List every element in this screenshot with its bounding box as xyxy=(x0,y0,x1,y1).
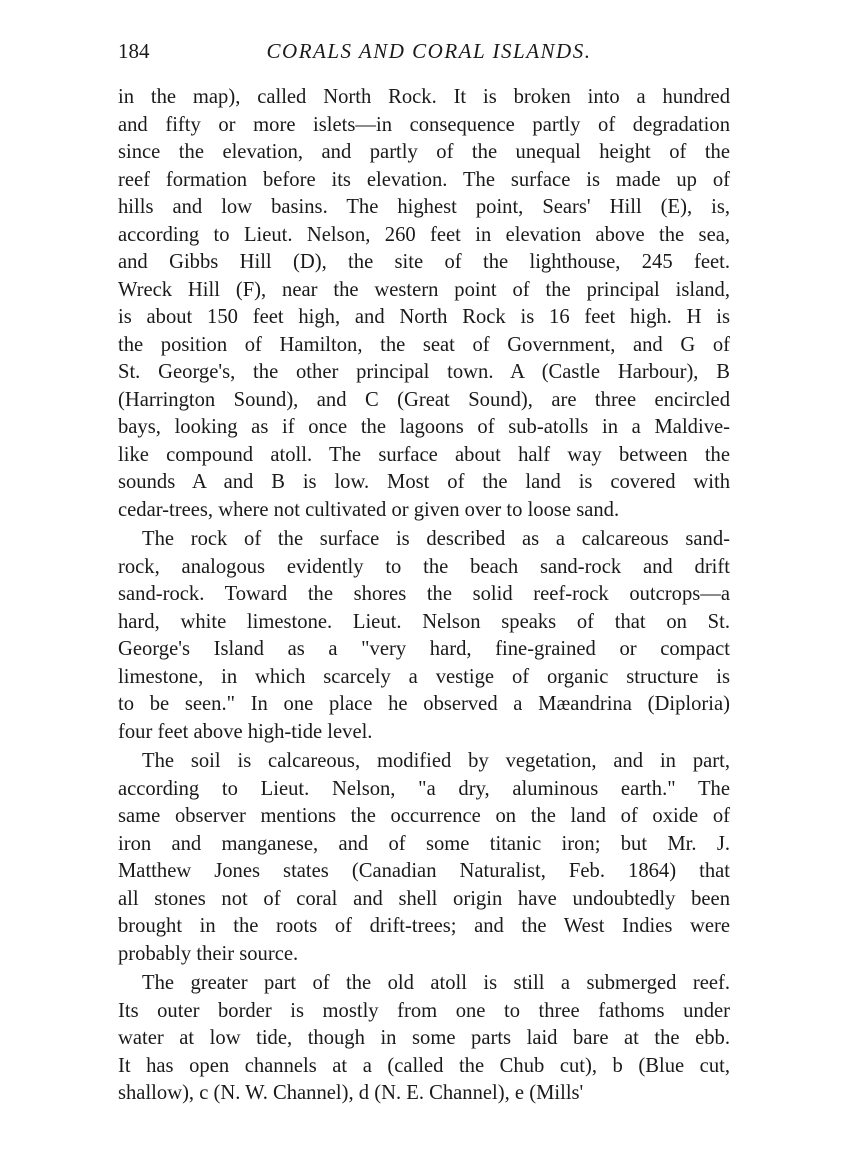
text-line: to be seen." In one place he observed a Mæandrina (Diploria) xyxy=(118,693,730,715)
text-line: is about 150 feet high, and North Rock is 16 feet high. H is xyxy=(118,306,730,328)
text-line: according to Lieut. Nelson, "a dry, aluminous earth." The xyxy=(118,777,730,800)
text-line: in the map), called North Rock. It is broken into a hundred xyxy=(118,86,730,108)
text-line: like compound atoll. The surface about half way between the xyxy=(118,443,730,466)
running-head xyxy=(118,34,730,68)
text-line: Wreck Hill (F), near the western point of the principal island, xyxy=(118,278,730,301)
text-line: It has open channels at a (called the Chub cut), b (Blue cut, xyxy=(118,1054,730,1077)
text-line: since the elevation, and partly of the unequal height of the xyxy=(118,141,730,163)
paragraph xyxy=(118,526,730,746)
text-line: according to Lieut. Nelson, 260 feet in elevation above the sea, xyxy=(118,223,730,246)
paragraph xyxy=(118,970,730,1108)
text-line: cedar-trees, where not cultivated or given over to loose sand. xyxy=(118,498,620,521)
text-line: hills and low basins. The highest point, Sears' Hill (E), is, xyxy=(118,196,730,218)
text-line: The soil is calcareous, modified by vegetation, and in part, xyxy=(142,750,730,772)
text-line: sounds A and B is low. Most of the land is covered with xyxy=(118,471,730,493)
text-line: limestone, in which scarcely a vestige of organic structure is xyxy=(118,665,730,688)
text-line: The greater part of the old atoll is still a submerged reef. xyxy=(142,972,730,994)
text-line: hard, white limestone. Lieut. Nelson speaks of that on St. xyxy=(118,610,730,633)
text-line: (Harrington Sound), and C (Great Sound), are three encircled xyxy=(118,388,730,411)
text-line: bays, looking as if once the lagoons of sub-atolls in a Maldive- xyxy=(118,416,730,438)
text-line: same observer mentions the occurrence on the land of oxide of xyxy=(118,805,730,827)
text-line: Matthew Jones states (Canadian Naturalist, Feb. 1864) that xyxy=(118,860,730,882)
text-line: four feet above high-tide level. xyxy=(118,720,373,743)
text-line: and Gibbs Hill (D), the site of the lighthouse, 245 feet. xyxy=(118,251,730,273)
text-line: George's Island as a "very hard, fine-grained or compact xyxy=(118,638,730,660)
text-line: and fifty or more islets—in consequence partly of degradation xyxy=(118,113,730,136)
text-line: water at low tide, though in some parts laid bare at the ebb. xyxy=(118,1027,730,1049)
text-line: The rock of the surface is described as a calcareous sand- xyxy=(142,528,730,550)
running-title: CORALS AND CORAL ISLANDS. xyxy=(266,39,592,63)
paragraph xyxy=(118,748,730,968)
text-line: iron and manganese, and of some titanic iron; but Mr. J. xyxy=(118,832,730,855)
text-line: reef formation before its elevation. The surface is made up of xyxy=(118,168,730,191)
text-line: all stones not of coral and shell origin have undoubtedly been xyxy=(118,887,730,910)
book-page xyxy=(118,34,730,1108)
body-text xyxy=(118,84,730,1108)
text-line: shallow), c (N. W. Channel), d (N. E. Channel), e (Mills' xyxy=(118,1082,584,1104)
text-line: brought in the roots of drift-trees; and the West Indies were xyxy=(118,915,730,937)
page-number: 184 xyxy=(118,39,150,63)
text-line: Its outer border is mostly from one to three fathoms under xyxy=(118,999,730,1022)
text-line: St. George's, the other principal town. A (Castle Harbour), B xyxy=(118,361,730,383)
text-line: rock, analogous evidently to the beach sand-rock and drift xyxy=(118,555,730,578)
paragraph xyxy=(118,84,730,524)
text-line: sand-rock. Toward the shores the solid reef-rock outcrops—a xyxy=(118,583,730,605)
text-line: the position of Hamilton, the seat of Government, and G of xyxy=(118,333,730,356)
text-line: probably their source. xyxy=(118,942,299,965)
